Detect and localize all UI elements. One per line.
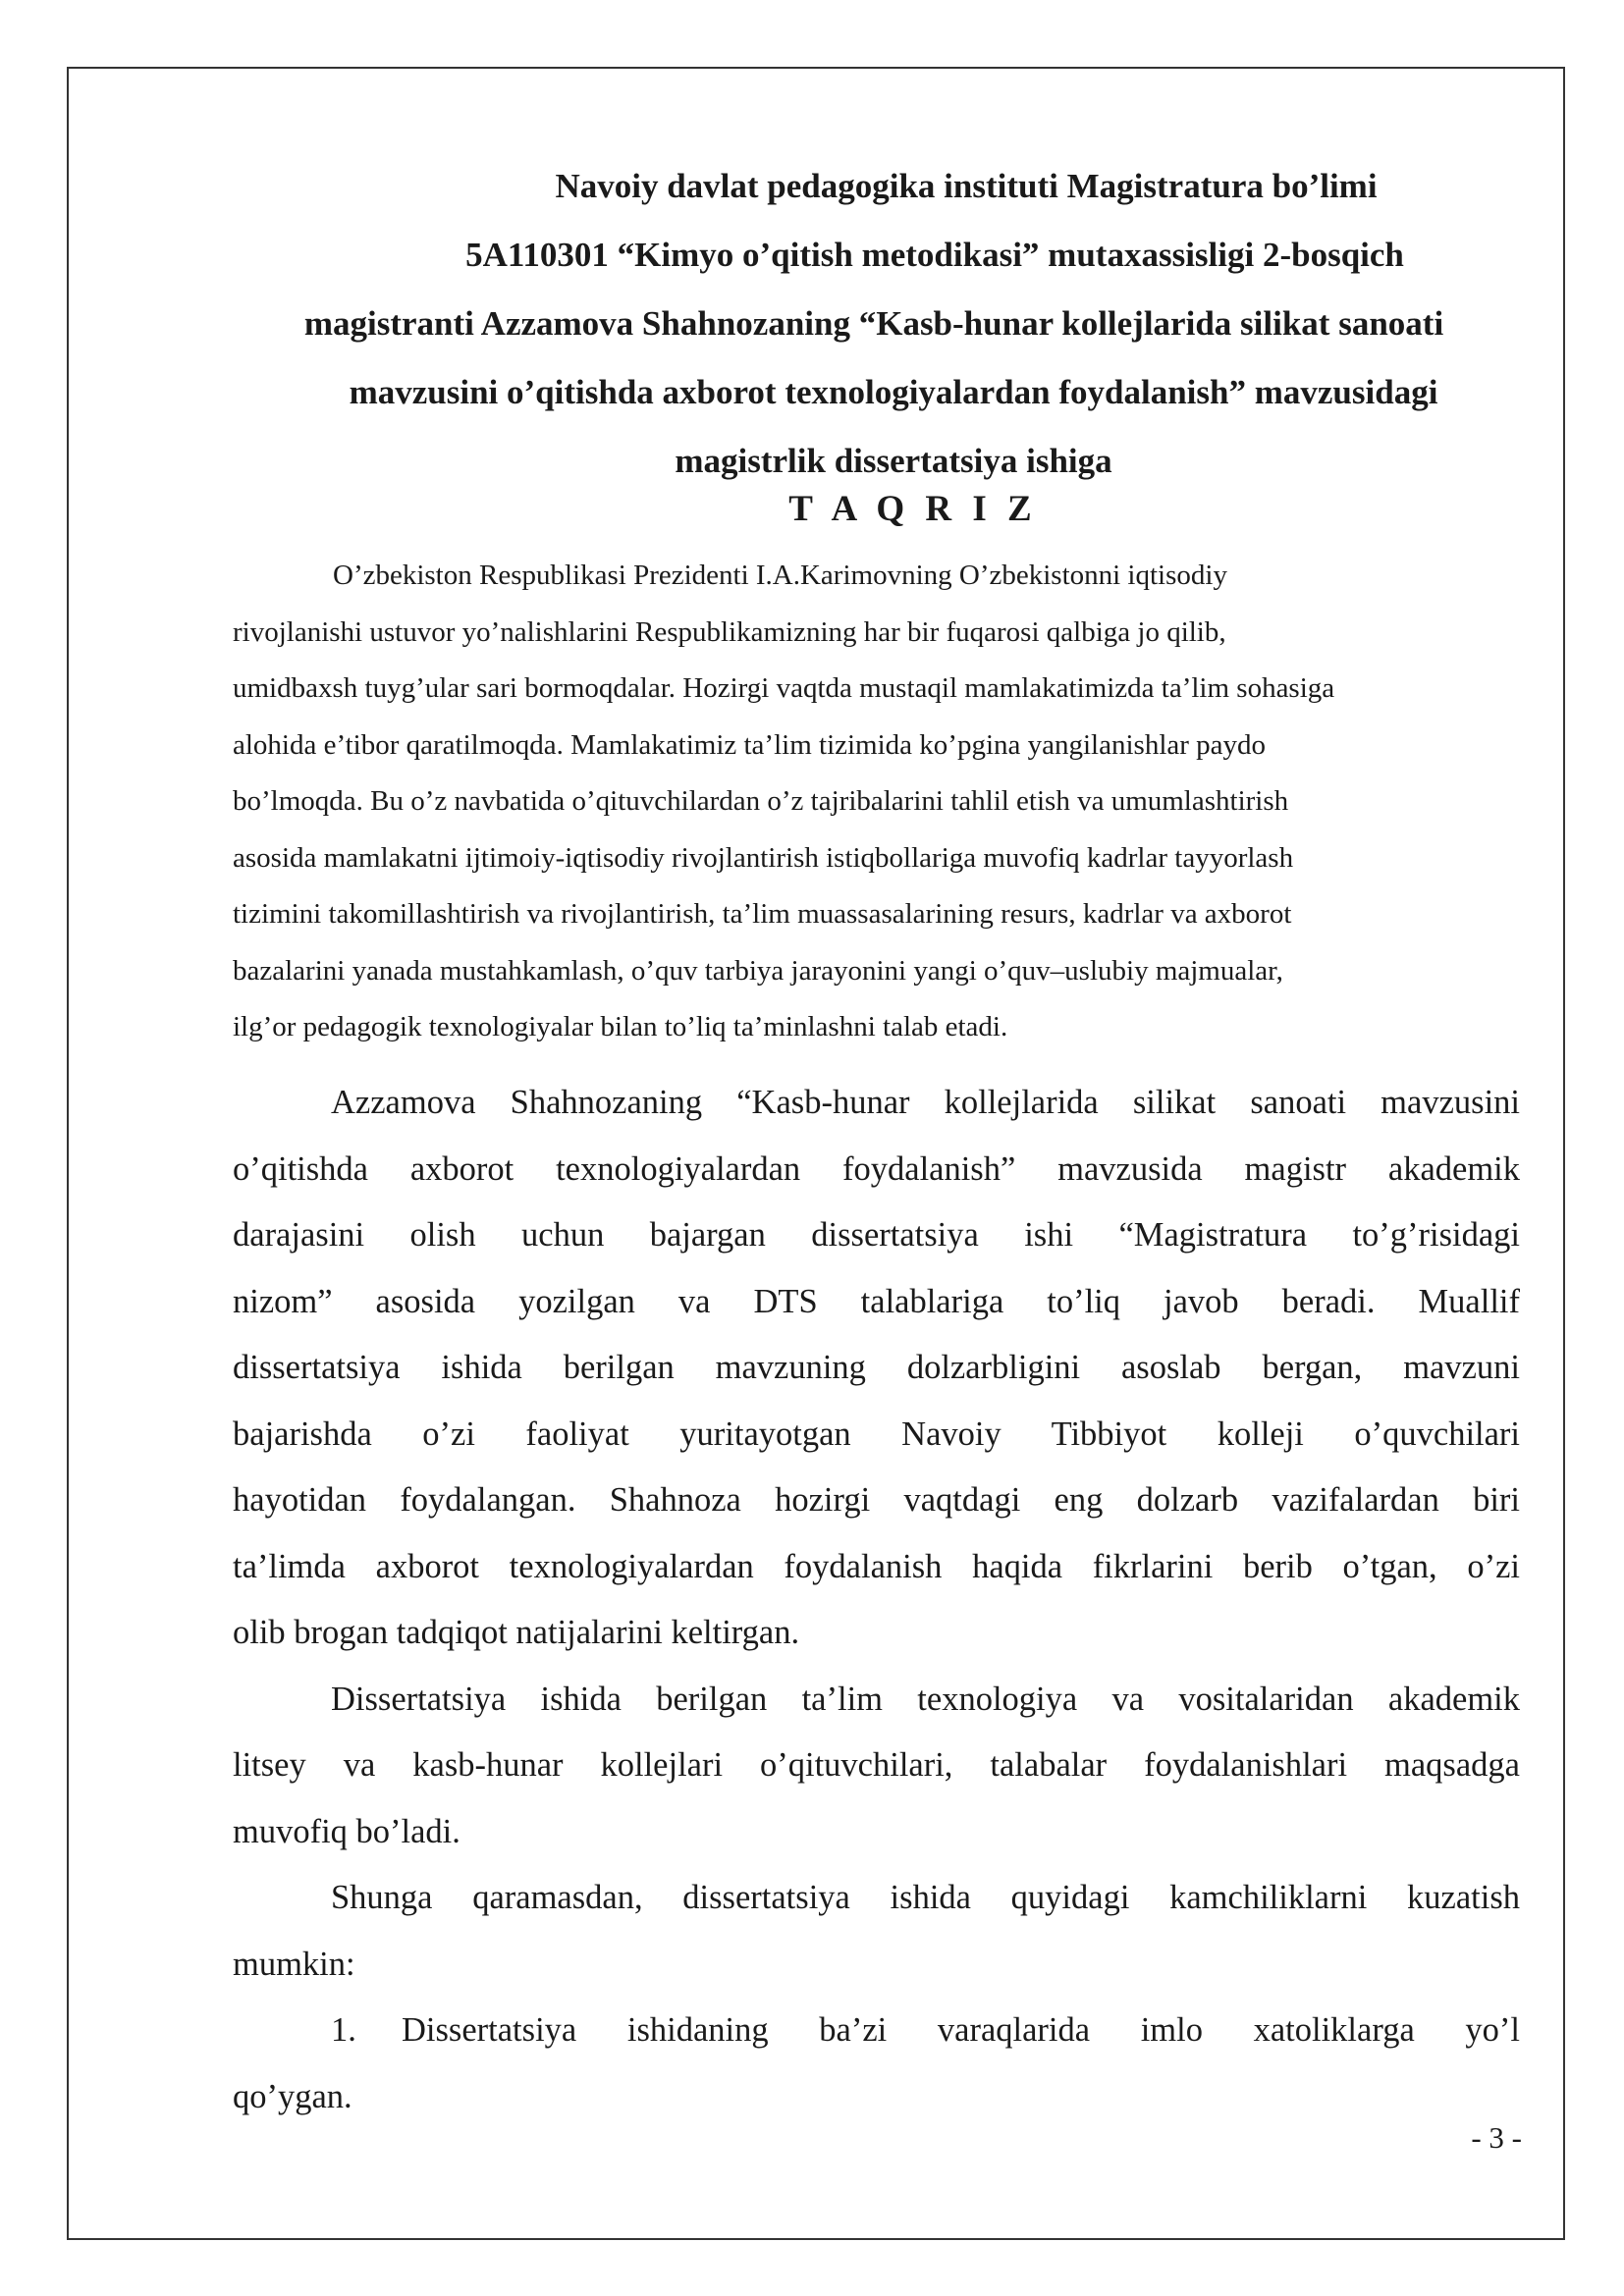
body-line: bajarishda o’zi faoliyat yuritayotgan Navoiy Tibbiyot kolleji o’quvchilari	[233, 1415, 1520, 1453]
list-item-number: 1.	[331, 2011, 356, 2049]
body-line: nizom” asosida yozilgan va DTS talablariga to’liq javob beradi. Muallif	[233, 1282, 1520, 1320]
title-line: mavzusini o’qitishda axborot texnologiyalardan foydalanish” mavzusidagi	[349, 373, 1438, 411]
intro-line: alohida e’tibor qaratilmoqda. Mamlakatimiz ta’lim tizimida ko’pgina yangilanishlar paydo	[233, 728, 1267, 761]
body-paragraph-1	[233, 1070, 1520, 1667]
intro-line: rivojlanishi ustuvor yo’nalishlarini Respublikamizning har bir fuqarosi qalbiga jo qilib,	[233, 615, 1226, 648]
list-item-text: Dissertatsiya ishidaning ba’zi varaqlarida imlo xatoliklarga yo’l	[402, 2011, 1520, 2049]
body-line: darajasini olish uchun bajargan dissertatsiya ishi “Magistratura to’g’risidagi	[233, 1216, 1520, 1254]
shortcomings-list	[233, 1998, 1520, 2130]
title-line: Navoiy davlat pedagogika instituti Magistratura bo’limi	[555, 167, 1378, 205]
body-line: litsey va kasb-hunar kollejlari o’qituvchilari, talabalar foydalanishlari maqsadga	[233, 1746, 1520, 1784]
document-title	[228, 152, 1520, 496]
body-paragraph-3	[233, 1865, 1520, 1998]
intro-line: bo’lmoqda. Bu o’z navbatida o’qituvchilardan o’z tajribalarini tahlil etish va umumlashtirish	[233, 785, 1289, 817]
body-line: Dissertatsiya ishida berilgan ta’lim texnologiya va vositalaridan akademik	[331, 1680, 1520, 1718]
intro-line: tizimini takomillashtirish va rivojlantirish, ta’lim muassasalarining resurs, kadrlar va axborot	[233, 898, 1292, 930]
body-line: Azzamova Shahnozaning “Kasb-hunar kollejlarida silikat sanoati mavzusini	[331, 1084, 1520, 1121]
intro-line: bazalarini yanada mustahkamlash, o’quv tarbiya jarayonini yangi o’quv–uslubiy majmualar,	[233, 954, 1283, 987]
list-item-continuation: qo’ygan.	[233, 2077, 352, 2115]
body-line: muvofiq bo’ladi.	[233, 1812, 460, 1850]
page-number: - 3 -	[1471, 2120, 1522, 2155]
review-body	[233, 1070, 1520, 2130]
body-line: hayotidan foydalangan. Shahnoza hozirgi vaqtdagi eng dolzarb vazifalardan biri	[233, 1481, 1520, 1519]
body-line: o’qitishda axborot texnologiyalardan foydalanish” mavzusida magistr akademik	[233, 1149, 1520, 1188]
intro-paragraph	[233, 548, 1529, 1056]
intro-line: ilg’or pedagogik texnologiyalar bilan to’liq ta’minlashni talab etadi.	[233, 1011, 1008, 1042]
list-item	[233, 1998, 1520, 2064]
body-paragraph-2	[233, 1667, 1520, 1866]
review-heading: T A Q R I Z	[788, 489, 1038, 529]
title-line: magistranti Azzamova Shahnozaning “Kasb-hunar kollejlarida silikat sanoati	[303, 304, 1444, 343]
body-line: dissertatsiya ishida berilgan mavzuning dolzarbligini asoslab bergan, mavzuni	[233, 1349, 1520, 1386]
intro-line: umidbaxsh tuyg’ular sari bormoqdalar. Hozirgi vaqtda mustaqil mamlakatimizda ta’lim sohasiga	[233, 672, 1335, 704]
intro-line: asosida mamlakatni ijtimoiy-iqtisodiy rivojlantirish istiqbollariga muvofiq kadrlar tayyorlash	[233, 841, 1294, 874]
body-line: mumkin:	[233, 1945, 355, 1983]
body-line: ta’limda axborot texnologiyalardan foydalanish haqida fikrlarini berib o’tgan, o’zi	[233, 1547, 1520, 1585]
intro-line: O’zbekiston Respublikasi Prezidenti I.A.Karimovning O’zbekistonni iqtisodiy	[333, 560, 1227, 591]
body-line: olib brogan tadqiqot natijalarini keltirgan.	[233, 1614, 800, 1651]
title-line: magistrlik dissertatsiya ishiga	[675, 442, 1112, 480]
body-line: Shunga qaramasdan, dissertatsiya ishida quyidagi kamchiliklarni kuzatish	[331, 1879, 1520, 1916]
title-line: 5A110301 “Kimyo o’qitish metodikasi” mutaxassisligi 2-bosqich	[465, 236, 1404, 274]
